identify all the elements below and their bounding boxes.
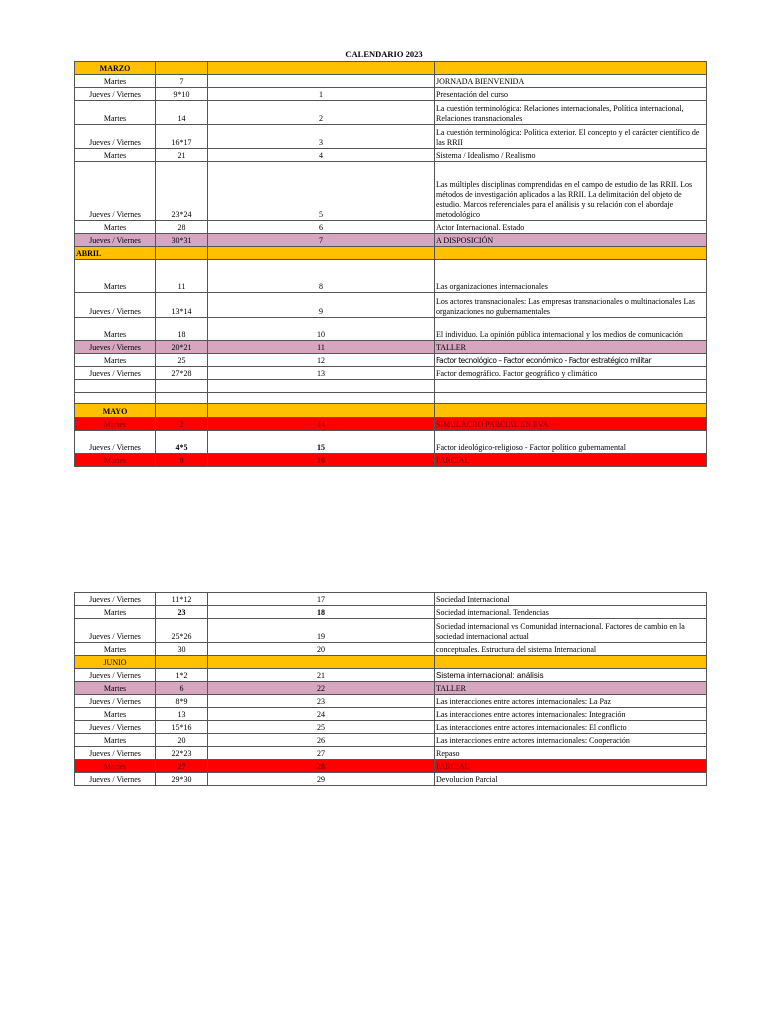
topic-cell: TALLER — [435, 682, 707, 695]
date-cell: 30*31 — [156, 234, 208, 247]
class-number-cell: 11 — [208, 341, 435, 354]
day-cell: Jueves / Viernes — [75, 431, 156, 454]
day-cell — [75, 393, 156, 404]
date-cell: 27 — [156, 760, 208, 773]
class-number-cell — [208, 656, 435, 669]
date-cell: 15*16 — [156, 721, 208, 734]
date-cell: 22*23 — [156, 747, 208, 760]
class-number-cell — [208, 62, 435, 75]
day-cell: Martes — [75, 606, 156, 619]
class-number-cell: 24 — [208, 708, 435, 721]
topic-cell: Factor ideológico-religioso - Factor político gubernamental — [435, 431, 707, 454]
table-row — [75, 293, 707, 318]
table-row — [75, 593, 707, 606]
class-number-cell — [208, 404, 435, 418]
day-cell: Jueves / Viernes — [75, 773, 156, 786]
topic-cell: Actor Internacional. Estado — [435, 221, 707, 234]
table-row — [75, 341, 707, 354]
date-cell: 25*26 — [156, 619, 208, 643]
topic-cell — [435, 656, 707, 669]
topic-cell: Sociedad Internacional — [435, 593, 707, 606]
topic-cell: A DISPOSICIÓN — [435, 234, 707, 247]
topic-cell: Las organizaciones internacionales — [435, 260, 707, 293]
class-number-cell: 8 — [208, 260, 435, 293]
table-row — [75, 708, 707, 721]
topic-cell: Factor demográfico. Factor geográfico y climático — [435, 367, 707, 380]
table-row — [75, 682, 707, 695]
table-row — [75, 747, 707, 760]
day-cell: Jueves / Viernes — [75, 619, 156, 643]
calendar-table-may-june — [74, 592, 707, 786]
topic-cell: conceptuales. Estructura del sistema Internacional — [435, 643, 707, 656]
date-cell: 11*12 — [156, 593, 208, 606]
table-row — [75, 721, 707, 734]
table-row — [75, 367, 707, 380]
date-cell — [156, 380, 208, 393]
class-number-cell: 2 — [208, 101, 435, 125]
date-cell: 25 — [156, 354, 208, 367]
table-row — [75, 619, 707, 643]
day-cell: Jueves / Viernes — [75, 234, 156, 247]
date-cell: 23 — [156, 606, 208, 619]
date-cell: 13*14 — [156, 293, 208, 318]
date-cell: 30 — [156, 643, 208, 656]
table-row — [75, 234, 707, 247]
class-number-cell: 6 — [208, 221, 435, 234]
class-number-cell: 23 — [208, 695, 435, 708]
date-cell: 8*9 — [156, 695, 208, 708]
table-row — [75, 431, 707, 454]
day-cell: Jueves / Viernes — [75, 293, 156, 318]
topic-cell: El individuo. La opinión pública internacional y los medios de comunicación — [435, 318, 707, 341]
date-cell — [156, 247, 208, 260]
day-cell: Martes — [75, 418, 156, 431]
topic-cell: Sociedad internacional. Tendencias — [435, 606, 707, 619]
table-row — [75, 773, 707, 786]
class-number-cell — [208, 380, 435, 393]
class-number-cell: 29 — [208, 773, 435, 786]
date-cell: 13 — [156, 708, 208, 721]
table-row — [75, 734, 707, 747]
class-number-cell — [208, 75, 435, 88]
date-cell: 11 — [156, 260, 208, 293]
class-number-cell: 17 — [208, 593, 435, 606]
table-row — [75, 162, 707, 221]
date-cell — [156, 404, 208, 418]
class-number-cell: 21 — [208, 669, 435, 682]
day-cell: Jueves / Viernes — [75, 88, 156, 101]
table-row — [75, 760, 707, 773]
table-row — [75, 695, 707, 708]
topic-cell — [435, 404, 707, 418]
date-cell: 28 — [156, 221, 208, 234]
class-number-cell: 19 — [208, 619, 435, 643]
day-cell: Jueves / Viernes — [75, 341, 156, 354]
topic-cell: Presentación del curso — [435, 88, 707, 101]
date-cell: 9 — [156, 454, 208, 467]
day-cell: Martes — [75, 734, 156, 747]
date-cell — [156, 656, 208, 669]
class-number-cell: 25 — [208, 721, 435, 734]
date-cell: 4*5 — [156, 431, 208, 454]
day-cell: Jueves / Viernes — [75, 721, 156, 734]
class-number-cell: 26 — [208, 734, 435, 747]
date-cell: 27*28 — [156, 367, 208, 380]
day-cell: Martes — [75, 75, 156, 88]
date-cell: 2 — [156, 418, 208, 431]
date-cell: 29*30 — [156, 773, 208, 786]
day-cell: Martes — [75, 454, 156, 467]
topic-cell: Sociedad internacional vs Comunidad internacional. Factores de cambio en la sociedad internacional actual — [435, 619, 707, 643]
day-cell: Martes — [75, 101, 156, 125]
class-number-cell: 4 — [208, 149, 435, 162]
class-number-cell: 1 — [208, 88, 435, 101]
class-number-cell: 12 — [208, 354, 435, 367]
topic-cell: TALLER — [435, 341, 707, 354]
date-cell: 21 — [156, 149, 208, 162]
class-number-cell — [208, 247, 435, 260]
date-cell: 6 — [156, 682, 208, 695]
day-cell: Martes — [75, 318, 156, 341]
topic-cell: Factor tecnológico – Factor económico - Factor estratégico militar — [435, 354, 707, 367]
class-number-cell: 5 — [208, 162, 435, 221]
topic-cell: Las interacciones entre actores internacionales: El conflicto — [435, 721, 707, 734]
day-cell: JUNIO — [75, 656, 156, 669]
topic-cell — [435, 247, 707, 260]
day-cell: Jueves / Viernes — [75, 367, 156, 380]
table-row — [75, 260, 707, 293]
topic-cell: La cuestión terminológica: Política exterior. El concepto y el carácter científico de las RRII — [435, 125, 707, 149]
day-cell: ABRIL — [75, 247, 156, 260]
topic-cell: Sistema internacional: análisis — [435, 669, 707, 682]
topic-cell — [435, 62, 707, 75]
table-row — [75, 354, 707, 367]
date-cell: 20*21 — [156, 341, 208, 354]
table-row — [75, 380, 707, 393]
date-cell: 16*17 — [156, 125, 208, 149]
class-number-cell: 14 — [208, 418, 435, 431]
month-header-row — [75, 62, 707, 75]
topic-cell — [435, 393, 707, 404]
topic-cell: Repaso — [435, 747, 707, 760]
class-number-cell: 20 — [208, 643, 435, 656]
day-cell: Martes — [75, 760, 156, 773]
month-header-row — [75, 656, 707, 669]
class-number-cell: 22 — [208, 682, 435, 695]
day-cell: Martes — [75, 260, 156, 293]
topic-cell: PARCIAL — [435, 454, 707, 467]
class-number-cell: 28 — [208, 760, 435, 773]
class-number-cell: 9 — [208, 293, 435, 318]
table-row — [75, 669, 707, 682]
day-cell: Jueves / Viernes — [75, 162, 156, 221]
day-cell: Martes — [75, 682, 156, 695]
topic-cell: SIMULACRO PARCIAL EN EVA — [435, 418, 707, 431]
class-number-cell: 7 — [208, 234, 435, 247]
table-row — [75, 418, 707, 431]
class-number-cell: 27 — [208, 747, 435, 760]
topic-cell — [435, 380, 707, 393]
table-row — [75, 606, 707, 619]
date-cell: 9*10 — [156, 88, 208, 101]
table-row — [75, 643, 707, 656]
table-row — [75, 75, 707, 88]
calendar-table-march-may — [74, 61, 707, 467]
class-number-cell — [208, 393, 435, 404]
class-number-cell: 18 — [208, 606, 435, 619]
topic-cell: Los actores transnacionales: Las empresas transnacionales o multinacionales Las organizaciones no gubernamentales — [435, 293, 707, 318]
date-cell: 1*2 — [156, 669, 208, 682]
day-cell: Martes — [75, 149, 156, 162]
date-cell: 7 — [156, 75, 208, 88]
topic-cell: Devolucion Parcial — [435, 773, 707, 786]
day-cell: Jueves / Viernes — [75, 593, 156, 606]
day-cell: MAYO — [75, 404, 156, 418]
date-cell: 14 — [156, 101, 208, 125]
topic-cell: La cuestión terminológica: Relaciones internacionales, Política internacional, Relaciones transnacionales — [435, 101, 707, 125]
topic-cell: PARCIAL — [435, 760, 707, 773]
date-cell: 23*24 — [156, 162, 208, 221]
day-cell: Jueves / Viernes — [75, 695, 156, 708]
table-row — [75, 125, 707, 149]
class-number-cell: 15 — [208, 431, 435, 454]
topic-cell: Las interacciones entre actores internacionales: Integración — [435, 708, 707, 721]
table-row — [75, 318, 707, 341]
topic-cell: Las interacciones entre actores internacionales: Cooperación — [435, 734, 707, 747]
day-cell: Martes — [75, 354, 156, 367]
day-cell: MARZO — [75, 62, 156, 75]
class-number-cell: 13 — [208, 367, 435, 380]
date-cell: 20 — [156, 734, 208, 747]
table-row — [75, 221, 707, 234]
day-cell — [75, 380, 156, 393]
date-cell: 18 — [156, 318, 208, 341]
day-cell: Jueves / Viernes — [75, 747, 156, 760]
topic-cell: Sistema / Idealismo / Realismo — [435, 149, 707, 162]
topic-cell: Las interacciones entre actores internacionales: La Paz — [435, 695, 707, 708]
month-header-row — [75, 247, 707, 260]
date-cell — [156, 393, 208, 404]
table-row — [75, 149, 707, 162]
class-number-cell: 16 — [208, 454, 435, 467]
table-row — [75, 101, 707, 125]
date-cell — [156, 62, 208, 75]
day-cell: Jueves / Viernes — [75, 669, 156, 682]
class-number-cell: 10 — [208, 318, 435, 341]
table-row — [75, 454, 707, 467]
day-cell: Jueves / Viernes — [75, 125, 156, 149]
day-cell: Martes — [75, 643, 156, 656]
topic-cell: JORNADA BIENVENIDA — [435, 75, 707, 88]
day-cell: Martes — [75, 708, 156, 721]
page-title: CALENDARIO 2023 — [345, 49, 423, 59]
table-row — [75, 88, 707, 101]
month-header-row — [75, 404, 707, 418]
topic-cell: Las múltiples disciplinas comprendidas en el campo de estudio de las RRII. Los métodos de investigación aplicados a las RRII. La delimitación del objeto de estudio. Marcos referenciales para el análisis y su relación con el abordaje metodológico — [435, 162, 707, 221]
table-row — [75, 393, 707, 404]
day-cell: Martes — [75, 221, 156, 234]
class-number-cell: 3 — [208, 125, 435, 149]
